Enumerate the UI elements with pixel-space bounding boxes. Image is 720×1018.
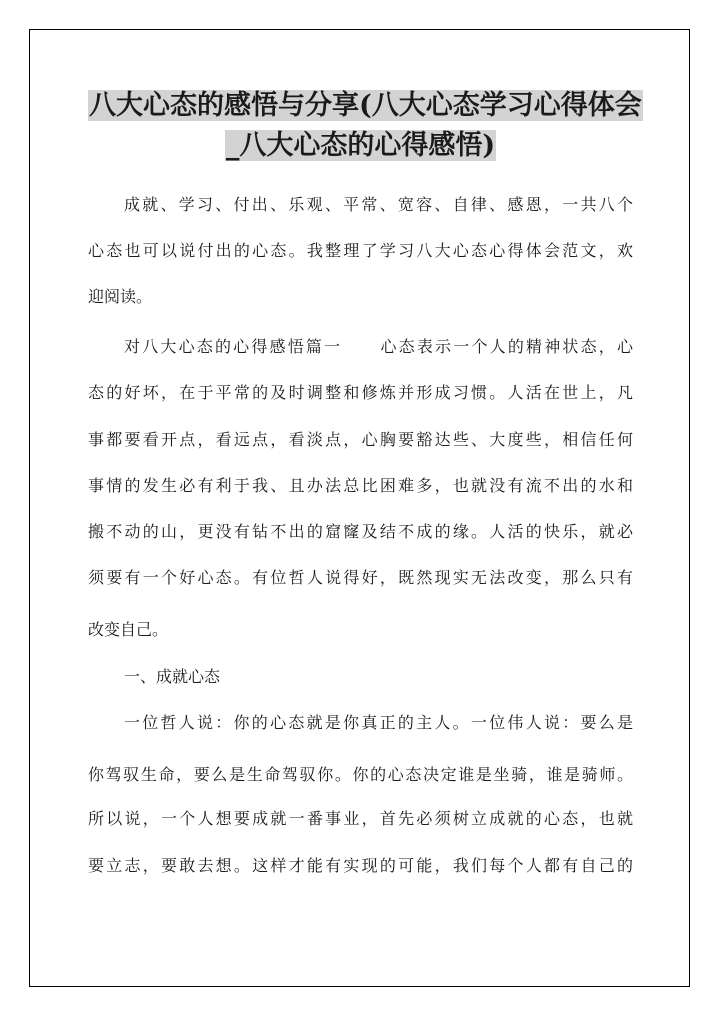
section1-line-6: 须要有一个好心态。有位哲人说得好，既然现实无法改变，那么只有 (88, 568, 633, 587)
section1-line-1-rest: 心态表示一个人的精神状态，心 (378, 337, 633, 356)
subsection1-heading: 一、成就心态 (124, 667, 221, 686)
document-title-line-2: _八大心态的心得感悟) (225, 130, 496, 161)
section1-line-3: 事都要看开点，看远点，看淡点，心胸要豁达些、大度些，相信任何 (88, 430, 633, 449)
document-title-line-1: 八大心态的感悟与分享(八大心态学习心得体会 (89, 90, 642, 121)
section1-line-7: 改变自己。 (88, 620, 169, 639)
intro-line-3: 迎阅读。 (88, 287, 153, 306)
subsection1-line-2: 你驾驭生命，要么是生命驾驭你。你的心态决定谁是坐骑，谁是骑师。 (88, 765, 633, 784)
section1-line-2: 态的好坏，在于平常的及时调整和修炼并形成习惯。人活在世上，凡 (88, 383, 633, 402)
section1-line-5: 搬不动的山，更没有钻不出的窟窿及结不成的缘。人活的快乐，就必 (88, 522, 633, 541)
page-border (29, 29, 690, 987)
subsection1-line-1: 一位哲人说：你的心态就是你真正的主人。一位伟人说：要么是 (124, 713, 633, 732)
section1-line-4: 事情的发生必有利于我、且办法总比困难多，也就没有流不出的水和 (88, 476, 633, 495)
intro-line-2: 心态也可以说付出的心态。我整理了学习八大心态心得体会范文，欢 (88, 241, 633, 260)
subsection1-line-4: 要立志，要敢去想。这样才能有实现的可能，我们每个人都有自己的 (88, 856, 633, 875)
subsection1-line-3: 所以说，一个人想要成就一番事业，首先必须树立成就的心态，也就 (88, 809, 633, 828)
intro-line-1: 成就、学习、付出、乐观、平常、宽容、自律、感恩，一共八个 (124, 195, 633, 214)
section1-line-1 (88, 336, 633, 358)
section1-heading: 对八大心态的心得感悟篇一 (124, 337, 343, 356)
